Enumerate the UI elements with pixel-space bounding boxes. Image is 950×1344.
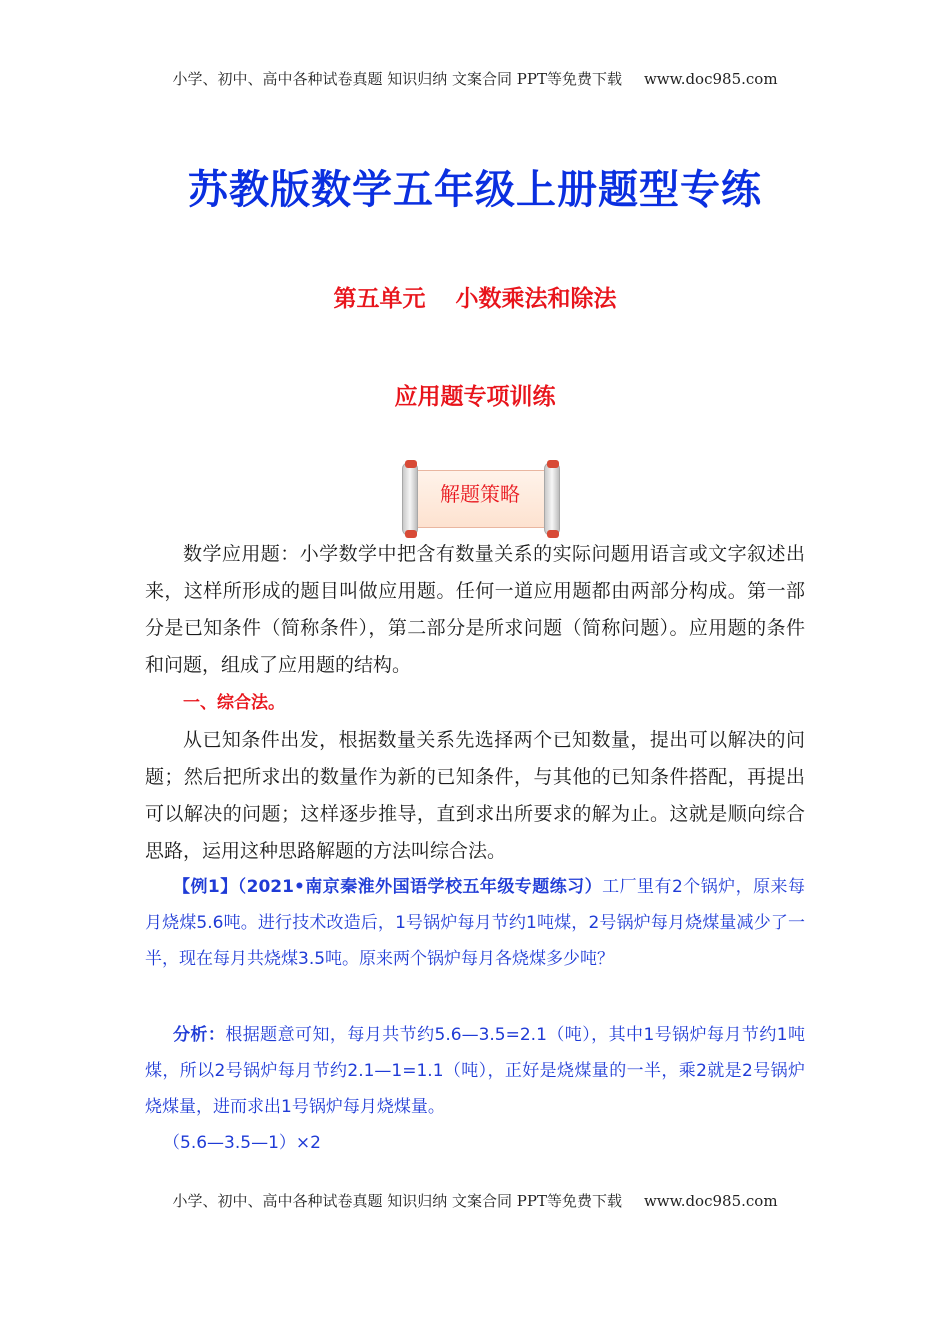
banner-label: 解题策略 xyxy=(440,482,520,506)
method-heading: 一、综合法。 xyxy=(183,693,285,713)
scroll-rod-right xyxy=(544,462,560,536)
method-paragraph: 从已知条件出发，根据数量关系先选择两个已知数量，提出可以解决的问题；然后把所求出的数量作为新的已知条件，与其他的已知条件搭配，再提出可以解决的问题；这样逐步推导，直到求出所要求的解为止。这就是顺向综合思路，运用这种思路解题的方法叫综合法。 xyxy=(145,729,805,862)
footer-site[interactable]: www.doc985.com xyxy=(643,1192,778,1210)
header-site[interactable]: www.doc985.com xyxy=(643,70,778,88)
page-footer xyxy=(0,1190,950,1211)
intro-paragraph: 数学应用题：小学数学中把含有数量关系的实际问题用语言或文字叙述出来，这样所形成的题目叫做应用题。任何一道应用题都由两部分构成。第一部分是已知条件（简称条件），第二部分是所求问题（简称问题）。应用题的条件和问题，组成了应用题的结构。 xyxy=(145,543,805,676)
header-text: 小学、初中、高中各种试卷真题 知识归纳 文案合同 PPT等免费下载 xyxy=(172,70,622,88)
analysis-text: 根据题意可知，每月共节约5.6—3.5=2.1（吨），其中1号锅炉每月节约1吨煤，所以2号锅炉每月节约2.1—1=1.1（吨），正好是烧煤量的一半，乘2就是2号锅炉烧煤量，进而求出1号锅炉每月烧煤量。 xyxy=(145,1025,806,1117)
example-tag: 【例1】（2021•南京秦淮外国语学校五年级专题练习） xyxy=(173,877,603,897)
footer-text: 小学、初中、高中各种试卷真题 知识归纳 文案合同 PPT等免费下载 xyxy=(172,1192,622,1210)
unit-number: 第五单元 xyxy=(333,286,426,312)
page-header xyxy=(0,68,950,89)
section-title: 应用题专项训练 xyxy=(394,384,556,410)
example-text: 工厂里有2个锅炉，原来每月烧煤5.6吨。进行技术改造后，1号锅炉每月节约1吨煤，2号锅炉每月烧煤量减少了一半，现在每月共烧煤3.5吨。原来两个锅炉每月各烧煤多少吨？ xyxy=(145,877,805,969)
unit-name: 小数乘法和除法 xyxy=(455,286,617,312)
formula-line: （5.6—3.5—1）×2 xyxy=(163,1133,321,1153)
analysis xyxy=(145,1017,805,1125)
strategy-scroll-banner xyxy=(400,462,560,534)
unit-title xyxy=(0,280,950,313)
document-title: 苏教版数学五年级上册题型专练 xyxy=(188,167,762,213)
analysis-tag: 分析： xyxy=(173,1025,226,1045)
example-1 xyxy=(145,869,805,977)
